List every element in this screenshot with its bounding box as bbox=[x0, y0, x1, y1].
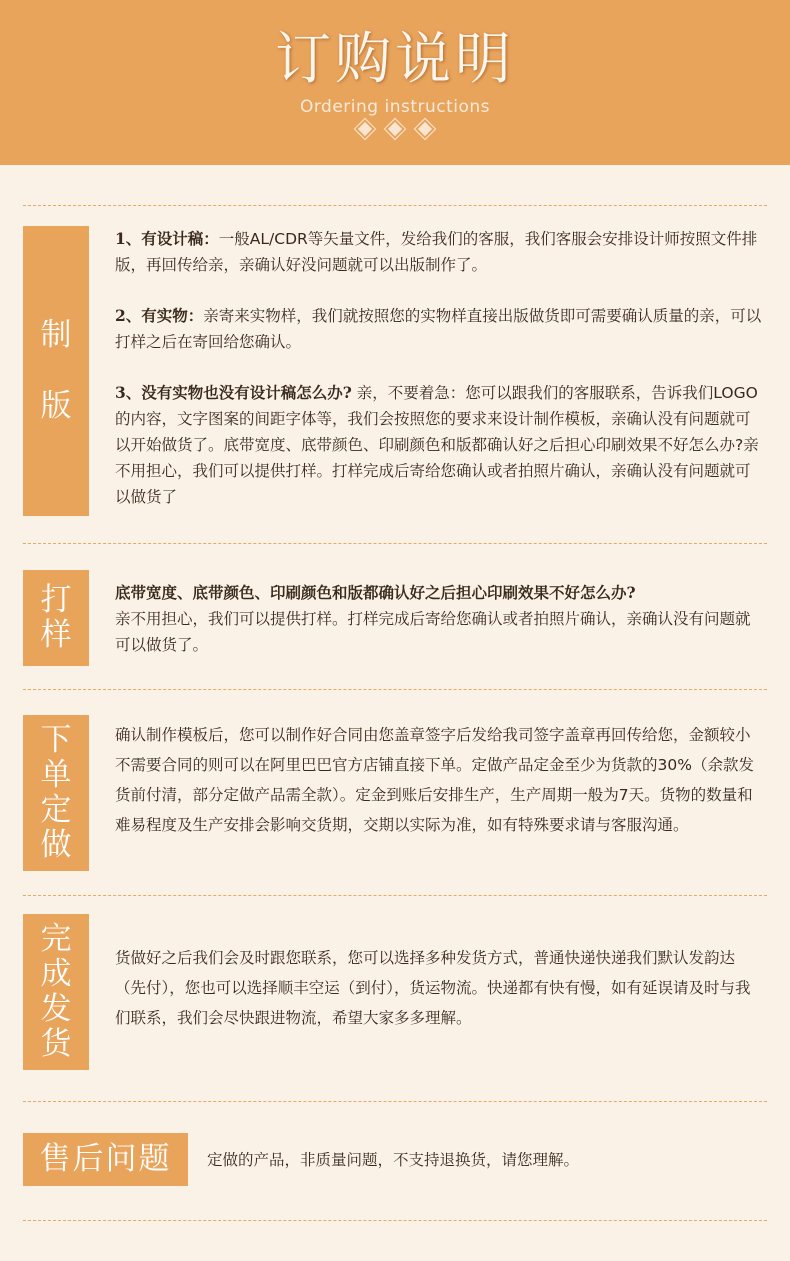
section-text-xiadan bbox=[115, 720, 763, 840]
section-tab-xiadan bbox=[23, 715, 89, 871]
divider bbox=[23, 689, 767, 690]
item-body: 亲寄来实物样，我们就按照您的实物样直接出版做货即可需要确认质量的亲，可以打样之后在寄回给您确认。 bbox=[115, 307, 762, 351]
divider bbox=[23, 205, 767, 206]
shouhou-body: 定做的产品，非质量问题，不支持退换货，请您理解。 bbox=[207, 1151, 580, 1169]
zhiban-item-3 bbox=[115, 380, 763, 510]
diamond-icon bbox=[358, 122, 372, 136]
diamond-icon bbox=[388, 122, 402, 136]
dayang-lead bbox=[115, 580, 763, 606]
fahuo-body: 货做好之后我们会及时跟您联系，您可以选择多种发货方式，普通快递快递我们默认发韵达（先付），您也可以选择顺丰空运（到付），货运物流。快递都有快有慢，如有延误请及时与我们联系，我们会尽快跟进物流，希望大家多多理解。 bbox=[115, 949, 751, 1027]
tab-char: 完 bbox=[40, 921, 72, 957]
diamond-ornaments bbox=[0, 124, 790, 134]
section-text-zhiban bbox=[115, 226, 763, 510]
section-tab-zhiban bbox=[23, 226, 89, 516]
item-lead: 1、有设计稿： bbox=[115, 229, 219, 248]
xiadan-body: 确认制作模板后，您可以制作好合同由您盖章签字后发给我司签字盖章再回传给您，金额较小不需要合同的则可以在阿里巴巴官方店铺直接下单。定做产品定金至少为货款的30%（余款发货前付清，部分定做产品需全款）。定金到账后安排生产，生产周期一般为7天。货物的数量和难易程度及生产安排会影响交货期，交期以实际为准，如有特殊要求请与客服沟通。 bbox=[115, 726, 754, 834]
divider bbox=[23, 1220, 767, 1221]
item-lead: 3、没有实物也没有设计稿怎么办? bbox=[115, 383, 352, 402]
tab-char: 版 bbox=[40, 388, 72, 424]
divider bbox=[23, 543, 767, 544]
page-subtitle: Ordering instructions bbox=[299, 97, 491, 117]
section-text-dayang bbox=[115, 580, 763, 658]
section-tab-dayang bbox=[23, 570, 89, 666]
zhiban-item-1 bbox=[115, 226, 763, 278]
tab-char: 制 bbox=[40, 317, 72, 353]
divider bbox=[23, 895, 767, 896]
item-body: 一般AL/CDR等矢量文件，发给我们的客服，我们客服会安排设计师按照文件排版，再回传给亲，亲确认好没问题就可以出版制作了。 bbox=[115, 230, 758, 274]
page-title: 订购说明 bbox=[275, 27, 515, 92]
divider bbox=[23, 1101, 767, 1102]
zhiban-item-2 bbox=[115, 303, 763, 355]
tab-char: 打 bbox=[40, 582, 72, 618]
tab-char: 单 bbox=[40, 757, 72, 793]
diamond-icon bbox=[418, 122, 432, 136]
section-lead: 底带宽度、底带颜色、印刷颜色和版都确认好之后担心印刷效果不好怎么办? bbox=[115, 583, 636, 602]
tab-char: 发 bbox=[40, 991, 72, 1027]
tab-char: 样 bbox=[40, 617, 72, 653]
item-lead: 2、有实物： bbox=[115, 306, 204, 325]
header-banner bbox=[0, 0, 790, 165]
section-tab-fahuo bbox=[23, 914, 89, 1070]
tab-char: 货 bbox=[40, 1026, 72, 1062]
tab-char: 下 bbox=[40, 722, 72, 758]
dayang-body: 亲不用担心，我们可以提供打样。打样完成后寄给您确认或者拍照片确认，亲确认没有问题就可以做货了。 bbox=[115, 610, 751, 654]
section-text-fahuo bbox=[115, 943, 763, 1033]
tab-char: 定 bbox=[40, 792, 72, 828]
section-tab-shouhou: 售后问题 bbox=[23, 1133, 188, 1186]
item-body: 亲，不要着急：您可以跟我们的客服联系，告诉我们LOGO的内容，文字图案的间距字体等，我们会按照您的要求来设计制作模板，亲确认没有问题就可以开始做货了。底带宽度、底带颜色、印刷颜色和版都确认好之后担心印刷效果不好怎么办?亲不用担心，我们可以提供打样。打样完成后寄给您确认或者拍照片确认，亲确认没有问题就可以做货了 bbox=[115, 384, 759, 506]
tab-char: 做 bbox=[40, 827, 72, 863]
tab-char: 成 bbox=[40, 956, 72, 992]
